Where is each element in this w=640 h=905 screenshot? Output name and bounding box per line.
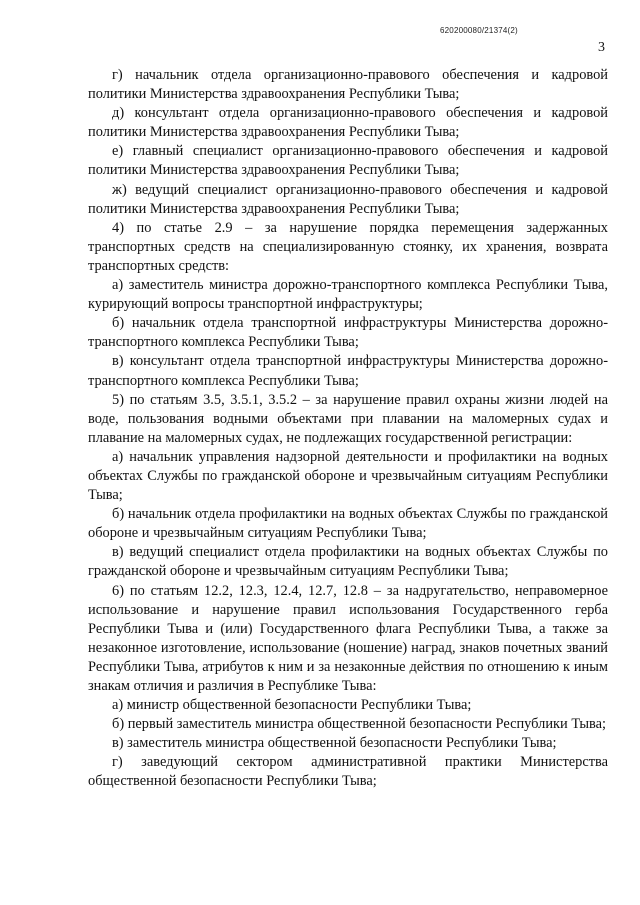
page-number: 3 bbox=[598, 40, 605, 55]
paragraph-item-a-civil-defense: а) начальник управления надзорной деятельности и профилактики на водных объектах Службы по гражданской обороне и чрезвычайным ситуациям Республики Тыва; bbox=[88, 448, 608, 504]
paragraph-clause-5: 5) по статьям 3.5, 3.5.1, 3.5.2 – за нарушение правил охраны жизни людей на воде, пользования водными объектами при плавании на маломерных судах и плавание на маломерных судах, не подлежащих государственной регистрации: bbox=[88, 391, 608, 446]
document-code: 620200080/21374(2) bbox=[440, 26, 518, 35]
paragraph-item-e-health: е) главный специалист организационно-правового обеспечения и кадровой политики Министерства здравоохранения Республики Тыва; bbox=[88, 143, 608, 179]
paragraph-item-g-public-safety: г) заведующий сектором административной практики Министерства общественной безопасности Республики Тыва; bbox=[88, 754, 608, 790]
document-body bbox=[88, 66, 608, 792]
paragraph-clause-6: 6) по статьям 12.2, 12.3, 12.4, 12.7, 12.8 – за надругательство, неправомерное использование и нарушение правил использования Государственного герба Республики Тыва и (или) Государственного флага Республики Тыва, а также за незаконное изготовление, использование (ношение) наград, знаков почетных званий Республики Тыва, атрибутов к ним и за незаконные действия по отношению к иным знакам отличия и различия в Республике Тыва: bbox=[88, 582, 608, 694]
paragraph-item-v-civil-defense: в) ведущий специалист отдела профилактики на водных объектах Службы по гражданской обороне и чрезвычайным ситуациям Республики Тыва; bbox=[88, 544, 608, 580]
paragraph-item-a-public-safety: а) министр общественной безопасности Республики Тыва; bbox=[112, 697, 472, 714]
paragraph-item-b-transport: б) начальник отдела транспортной инфраструктуры Министерства дорожно-транспортного комплекса Республики Тыва; bbox=[88, 315, 608, 351]
paragraph-item-g-health: г) начальник отдела организационно-правового обеспечения и кадровой политики Министерства здравоохранения Республики Тыва; bbox=[88, 67, 608, 103]
paragraph-clause-4: 4) по статье 2.9 – за нарушение порядка перемещения задержанных транспортных средств на специализированную стоянку, их хранения, возврата транспортных средств: bbox=[88, 219, 608, 274]
paragraph-item-b-public-safety: б) первый заместитель министра общественной безопасности Республики Тыва; bbox=[112, 716, 607, 733]
paragraph-item-a-transport: а) заместитель министра дорожно-транспортного комплекса Республики Тыва, курирующий вопросы транспортной инфраструктуры; bbox=[88, 277, 608, 313]
paragraph-item-zh-health: ж) ведущий специалист организационно-правового обеспечения и кадровой политики Министерства здравоохранения Республики Тыва; bbox=[88, 181, 608, 217]
paragraph-item-d-health: д) консультант отдела организационно-правового обеспечения и кадровой политики Министерства здравоохранения Республики Тыва; bbox=[88, 105, 608, 141]
paragraph-item-v-public-safety: в) заместитель министра общественной безопасности Республики Тыва; bbox=[112, 735, 557, 752]
paragraph-item-v-transport: в) консультант отдела транспортной инфраструктуры Министерства дорожно-транспортного комплекса Республики Тыва; bbox=[88, 353, 608, 389]
paragraph-item-b-civil-defense: б) начальник отдела профилактики на водных объектах Службы по гражданской обороне и чрезвычайным ситуациям Республики Тыва; bbox=[88, 506, 608, 542]
